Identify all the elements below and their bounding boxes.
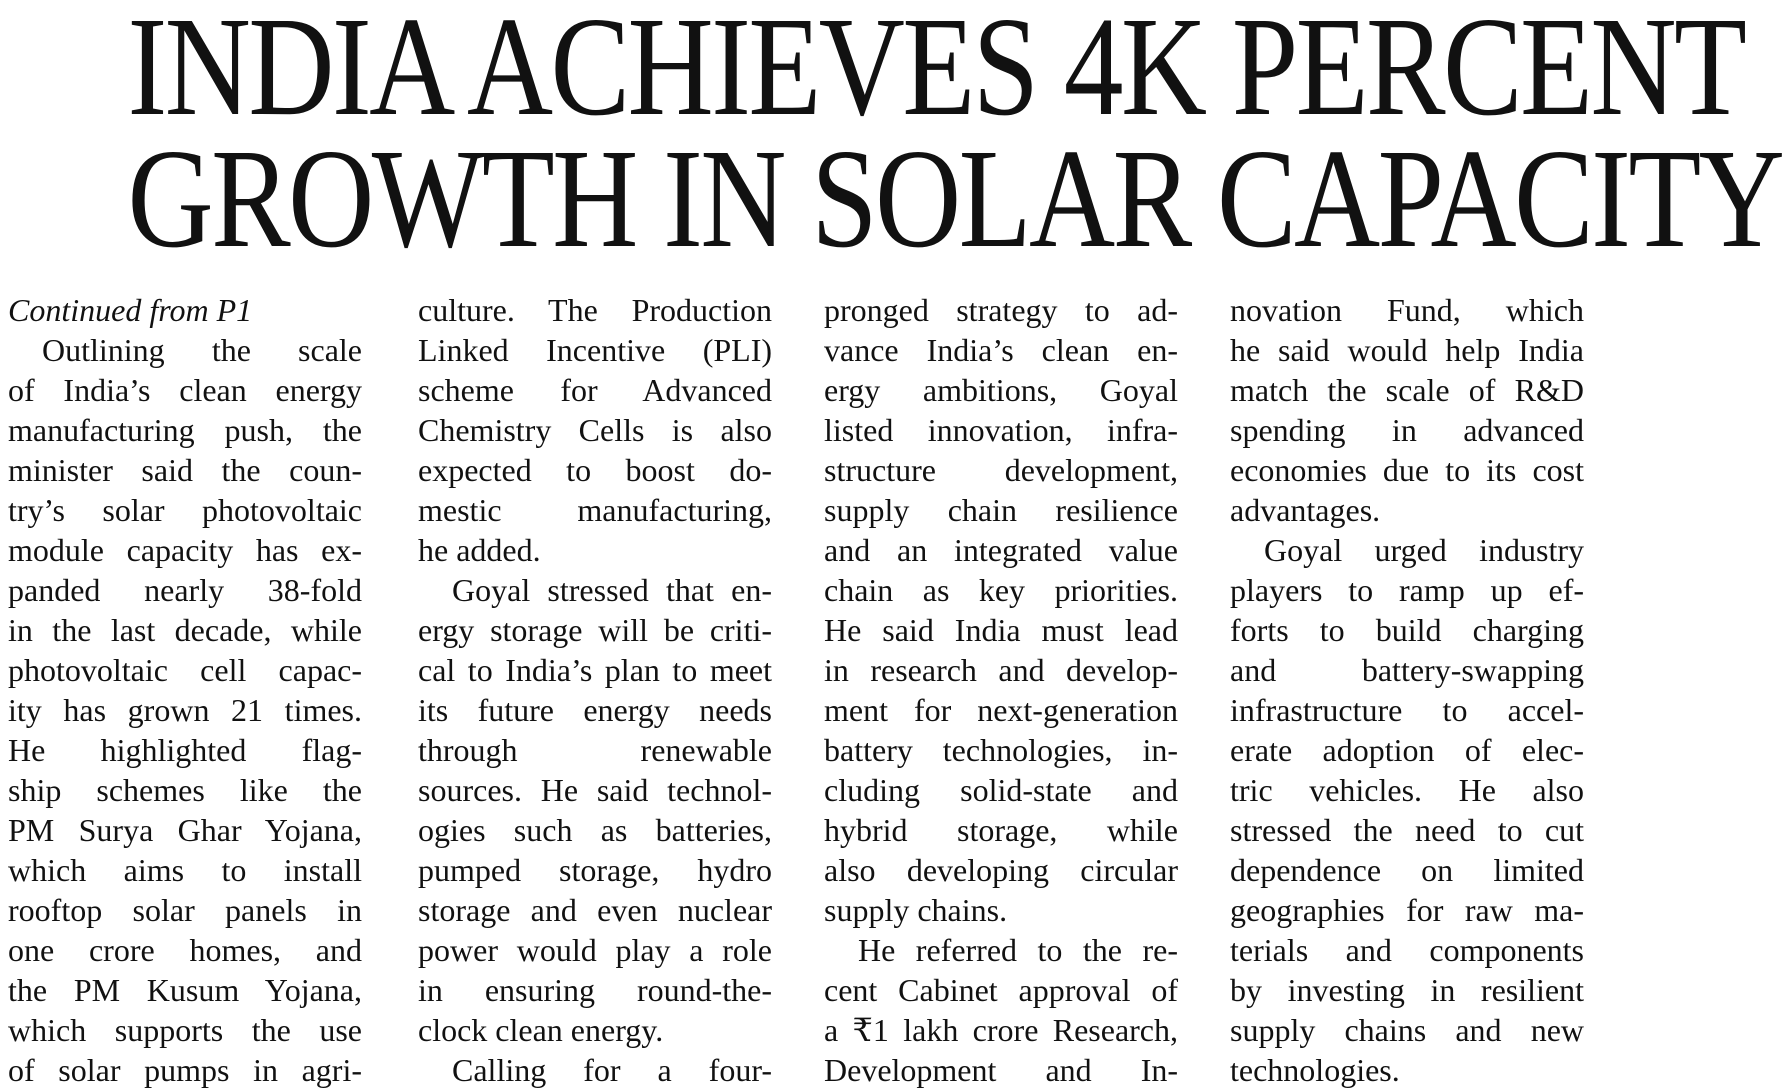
text-line: scheme for Advanced — [418, 372, 772, 408]
text-line: ity has grown 21 times. — [8, 692, 362, 728]
text-line: in the last decade, while — [8, 612, 362, 648]
article-column-4 — [1230, 290, 1584, 1090]
text-line: a ₹1 lakh crore Research, — [824, 1012, 1178, 1048]
text-line: by investing in resilient — [1230, 972, 1584, 1008]
text-line: in research and develop- — [824, 652, 1178, 688]
text-line: match the scale of R&D — [1230, 372, 1584, 408]
text-line: in ensuring round-the- — [418, 972, 772, 1008]
text-line: expected to boost do- — [418, 452, 772, 488]
article-body — [8, 290, 1588, 1090]
headline-line-2: GROWTH IN SOLAR CAPACITY — [127, 119, 1782, 277]
text-line: of solar pumps in agri- — [8, 1052, 362, 1088]
text-line: through renewable — [418, 732, 772, 768]
text-line: PM Surya Ghar Yojana, — [8, 812, 362, 848]
text-line: He referred to the re- — [858, 932, 1178, 968]
text-line: photovoltaic cell capac- — [8, 652, 362, 688]
text-line: geographies for raw ma- — [1230, 892, 1584, 928]
text-line: he added. — [418, 532, 541, 568]
text-line: of India’s clean energy — [8, 372, 362, 408]
text-line: manufacturing push, the — [8, 412, 362, 448]
text-line: erate adoption of elec- — [1230, 732, 1584, 768]
text-line: power would play a role — [418, 932, 772, 968]
text-line: the PM Kusum Yojana, — [8, 972, 362, 1008]
text-line: also developing circular — [824, 852, 1178, 888]
text-line: ogies such as batteries, — [418, 812, 772, 848]
text-line: and battery-swapping — [1230, 652, 1584, 688]
text-line: chain as key priorities. — [824, 572, 1178, 608]
text-line: forts to build charging — [1230, 612, 1584, 648]
text-line: Outlining the scale — [42, 332, 362, 368]
text-line: supply chain resilience — [824, 492, 1178, 528]
headline — [127, 0, 1782, 277]
text-line: cluding solid-state and — [824, 772, 1178, 808]
text-line: supply chains and new — [1230, 1012, 1584, 1048]
text-line: minister said the coun- — [8, 452, 362, 488]
text-line: battery technologies, in- — [824, 732, 1178, 768]
text-line: infrastructure to accel- — [1230, 692, 1584, 728]
text-line: pumped storage, hydro — [418, 852, 772, 888]
continued-from-label: Continued from P1 — [8, 292, 253, 328]
text-line: rooftop solar panels in — [8, 892, 362, 928]
text-line: ment for next-generation — [824, 692, 1178, 728]
text-line: vance India’s clean en- — [824, 332, 1178, 368]
text-line: culture. The Production — [418, 292, 772, 328]
text-line: hybrid storage, while — [824, 812, 1178, 848]
text-line: novation Fund, which — [1230, 292, 1584, 328]
text-line: Calling for a four- — [452, 1052, 772, 1088]
text-line: ship schemes like the — [8, 772, 362, 808]
text-line: structure development, — [824, 452, 1178, 488]
text-line: Development and In- — [824, 1052, 1178, 1088]
text-line: stressed the need to cut — [1230, 812, 1584, 848]
text-line: Goyal urged industry — [1264, 532, 1584, 568]
article-column-1 — [8, 290, 362, 1090]
text-line: Linked Incentive (PLI) — [418, 332, 772, 368]
text-line: storage and even nuclear — [418, 892, 772, 928]
text-line: mestic manufacturing, — [418, 492, 772, 528]
text-line: supply chains. — [824, 892, 1008, 928]
text-line: Goyal stressed that en- — [452, 572, 772, 608]
text-line: ergy ambitions, Goyal — [824, 372, 1178, 408]
text-line: spending in advanced — [1230, 412, 1584, 448]
text-line: which supports the use — [8, 1012, 362, 1048]
text-line: cal to India’s plan to meet — [418, 652, 772, 688]
text-line: panded nearly 38-fold — [8, 572, 362, 608]
text-line: technologies. — [1230, 1052, 1400, 1088]
text-line: cent Cabinet approval of — [824, 972, 1178, 1008]
text-line: players to ramp up ef- — [1230, 572, 1584, 608]
text-line: tric vehicles. He also — [1230, 772, 1584, 808]
text-line: ergy storage will be criti- — [418, 612, 772, 648]
text-line: Chemistry Cells is also — [418, 412, 772, 448]
text-line: He highlighted flag- — [8, 732, 362, 768]
text-line: its future energy needs — [418, 692, 772, 728]
text-line: economies due to its cost — [1230, 452, 1584, 488]
article-column-2 — [418, 290, 772, 1090]
headline-line-1: INDIA ACHIEVES 4K PERCENT — [127, 0, 1745, 145]
text-line: and an integrated value — [824, 532, 1178, 568]
text-line: He said India must lead — [824, 612, 1178, 648]
text-line: he said would help India — [1230, 332, 1584, 368]
article-column-3 — [824, 290, 1178, 1090]
text-line: which aims to install — [8, 852, 362, 888]
text-line: advantages. — [1230, 492, 1381, 528]
text-line: clock clean energy. — [418, 1012, 664, 1048]
text-line: try’s solar photovoltaic — [8, 492, 362, 528]
text-line: listed innovation, infra- — [824, 412, 1178, 448]
text-line: module capacity has ex- — [8, 532, 362, 568]
text-line: dependence on limited — [1230, 852, 1584, 888]
text-line: pronged strategy to ad- — [824, 292, 1178, 328]
text-line: one crore homes, and — [8, 932, 362, 968]
text-line: terials and components — [1230, 932, 1584, 968]
text-line: sources. He said technol- — [418, 772, 772, 808]
